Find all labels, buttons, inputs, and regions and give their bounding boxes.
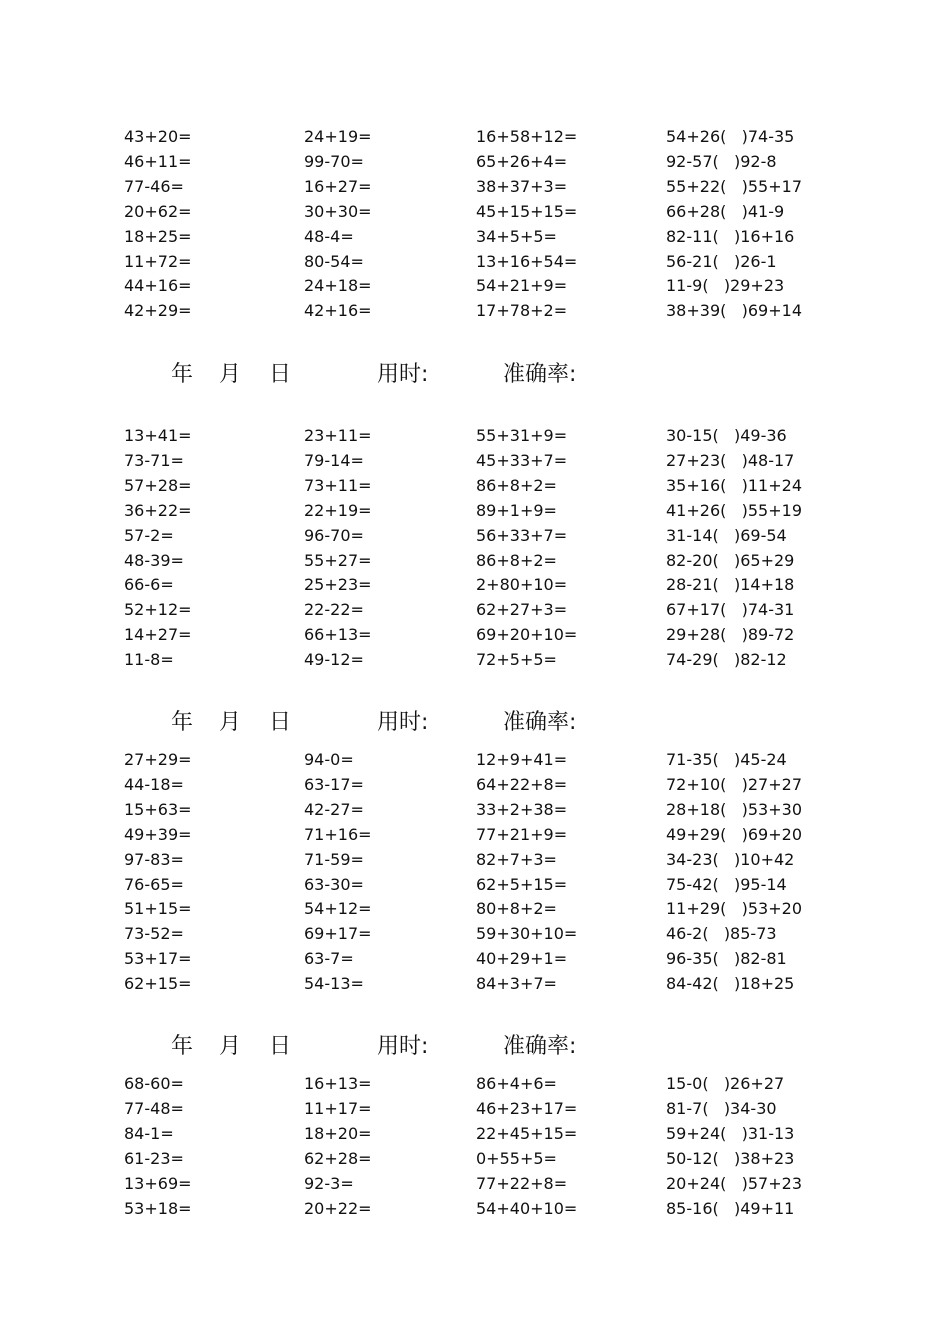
arithmetic-problem: 66-6= xyxy=(124,575,174,595)
arithmetic-problem: 25+23= xyxy=(304,575,372,595)
exercise-row xyxy=(0,650,950,675)
arithmetic-problem: 42+16= xyxy=(304,301,372,321)
arithmetic-problem: 77+21+9= xyxy=(476,824,568,844)
arithmetic-problem: 73-52= xyxy=(124,924,184,944)
arithmetic-problem: 11+72= xyxy=(124,251,192,271)
arithmetic-problem: 72+5+5= xyxy=(476,650,557,670)
exercise-row xyxy=(0,775,950,800)
arithmetic-problem: 82+7+3= xyxy=(476,849,557,869)
exercise-row xyxy=(0,800,950,825)
exercise-row xyxy=(0,850,950,875)
exercise-row xyxy=(0,825,950,850)
arithmetic-problem: 42-27= xyxy=(304,799,364,819)
time-used-label: 用时: xyxy=(377,362,429,387)
arithmetic-problem: 71-59= xyxy=(304,849,364,869)
arithmetic-problem: 99-70= xyxy=(304,151,364,171)
exercise-row xyxy=(0,252,950,277)
arithmetic-problem: 23+11= xyxy=(304,426,372,445)
arithmetic-problem: 80+8+2= xyxy=(476,899,557,919)
exercise-row xyxy=(0,575,950,600)
month-label: 月 xyxy=(219,362,242,387)
arithmetic-problem: 53+17= xyxy=(124,949,192,969)
exercise-row xyxy=(0,949,950,974)
arithmetic-problem: 69+20+10= xyxy=(476,625,578,645)
year-label: 年 xyxy=(171,362,194,387)
accuracy-label: 准确率: xyxy=(503,362,577,387)
arithmetic-problem: 63-30= xyxy=(304,874,364,894)
exercise-row xyxy=(0,127,950,152)
exercise-row xyxy=(0,875,950,900)
exercise-row xyxy=(0,974,950,999)
arithmetic-problem: 77+22+8= xyxy=(476,1173,568,1193)
arithmetic-problem: 76-65= xyxy=(124,874,184,894)
arithmetic-problem: 49+39= xyxy=(124,824,192,844)
comparison-problem: 81-7( )34-30 xyxy=(666,1098,777,1118)
arithmetic-problem: 34+5+5= xyxy=(476,226,557,246)
arithmetic-problem: 22-22= xyxy=(304,600,364,620)
arithmetic-problem: 17+78+2= xyxy=(476,301,568,321)
arithmetic-problem: 55+27= xyxy=(304,550,372,570)
exercise-row xyxy=(0,1199,950,1224)
exercise-row xyxy=(0,227,950,252)
comparison-problem: 20+24( )57+23 xyxy=(666,1173,802,1193)
comparison-problem: 66+28( )41-9 xyxy=(666,201,785,221)
comparison-problem: 96-35( )82-81 xyxy=(666,949,787,969)
arithmetic-problem: 27+29= xyxy=(124,750,192,769)
arithmetic-problem: 11-8= xyxy=(124,650,174,670)
arithmetic-problem: 45+15+15= xyxy=(476,201,578,221)
arithmetic-problem: 69+17= xyxy=(304,924,372,944)
arithmetic-problem: 62+5+15= xyxy=(476,874,568,894)
arithmetic-problem: 86+4+6= xyxy=(476,1074,557,1093)
arithmetic-problem: 22+19= xyxy=(304,500,372,520)
arithmetic-problem: 15+63= xyxy=(124,799,192,819)
accuracy-label: 准确率: xyxy=(503,710,577,735)
arithmetic-problem: 73+11= xyxy=(304,475,372,495)
arithmetic-problem: 42+29= xyxy=(124,301,192,321)
exercise-row xyxy=(0,551,950,576)
arithmetic-problem: 2+80+10= xyxy=(476,575,568,595)
arithmetic-problem: 89+1+9= xyxy=(476,500,557,520)
comparison-problem: 35+16( )11+24 xyxy=(666,475,802,495)
arithmetic-problem: 80-54= xyxy=(304,251,364,271)
arithmetic-problem: 48-4= xyxy=(304,226,354,246)
comparison-problem: 84-42( )18+25 xyxy=(666,974,795,994)
comparison-problem: 56-21( )26-1 xyxy=(666,251,777,271)
exercise-row xyxy=(0,625,950,650)
arithmetic-problem: 57-2= xyxy=(124,525,174,545)
arithmetic-problem: 73-71= xyxy=(124,450,184,470)
arithmetic-problem: 77-48= xyxy=(124,1098,184,1118)
exercise-row xyxy=(0,501,950,526)
arithmetic-problem: 62+15= xyxy=(124,974,192,994)
arithmetic-problem: 16+27= xyxy=(304,176,372,196)
comparison-problem: 72+10( )27+27 xyxy=(666,774,802,794)
exercise-row xyxy=(0,152,950,177)
worksheet-header-2 xyxy=(0,709,950,739)
exercise-row xyxy=(0,426,950,451)
worksheet-header-1 xyxy=(0,361,950,391)
year-label: 年 xyxy=(171,1034,194,1059)
arithmetic-problem: 36+22= xyxy=(124,500,192,520)
comparison-problem: 34-23( )10+42 xyxy=(666,849,795,869)
arithmetic-problem: 59+30+10= xyxy=(476,924,578,944)
arithmetic-problem: 86+8+2= xyxy=(476,550,557,570)
exercise-row xyxy=(0,1099,950,1124)
day-label: 日 xyxy=(269,1034,292,1059)
arithmetic-problem: 55+31+9= xyxy=(476,426,568,445)
arithmetic-problem: 20+62= xyxy=(124,201,192,221)
arithmetic-problem: 63-7= xyxy=(304,949,354,969)
arithmetic-problem: 79-14= xyxy=(304,450,364,470)
comparison-problem: 67+17( )74-31 xyxy=(666,600,795,620)
arithmetic-problem: 53+18= xyxy=(124,1198,192,1218)
arithmetic-problem: 49-12= xyxy=(304,650,364,670)
arithmetic-problem: 57+28= xyxy=(124,475,192,495)
arithmetic-problem: 14+27= xyxy=(124,625,192,645)
arithmetic-problem: 38+37+3= xyxy=(476,176,568,196)
arithmetic-problem: 96-70= xyxy=(304,525,364,545)
exercise-row xyxy=(0,600,950,625)
arithmetic-problem: 45+33+7= xyxy=(476,450,568,470)
arithmetic-problem: 16+13= xyxy=(304,1074,372,1093)
comparison-problem: 75-42( )95-14 xyxy=(666,874,787,894)
arithmetic-problem: 62+28= xyxy=(304,1148,372,1168)
month-label: 月 xyxy=(219,710,242,735)
arithmetic-problem: 62+27+3= xyxy=(476,600,568,620)
exercise-row xyxy=(0,750,950,775)
arithmetic-problem: 77-46= xyxy=(124,176,184,196)
arithmetic-problem: 33+2+38= xyxy=(476,799,568,819)
accuracy-label: 准确率: xyxy=(503,1034,577,1059)
arithmetic-problem: 24+19= xyxy=(304,127,372,146)
comparison-problem: 11+29( )53+20 xyxy=(666,899,802,919)
comparison-problem: 38+39( )69+14 xyxy=(666,301,802,321)
arithmetic-problem: 92-3= xyxy=(304,1173,354,1193)
arithmetic-problem: 66+13= xyxy=(304,625,372,645)
arithmetic-problem: 46+23+17= xyxy=(476,1098,578,1118)
exercise-row xyxy=(0,924,950,949)
arithmetic-problem: 20+22= xyxy=(304,1198,372,1218)
arithmetic-problem: 30+30= xyxy=(304,201,372,221)
arithmetic-problem: 54-13= xyxy=(304,974,364,994)
arithmetic-problem: 43+20= xyxy=(124,127,192,146)
arithmetic-problem: 71+16= xyxy=(304,824,372,844)
comparison-problem: 50-12( )38+23 xyxy=(666,1148,795,1168)
comparison-problem: 55+22( )55+17 xyxy=(666,176,802,196)
arithmetic-problem: 18+20= xyxy=(304,1123,372,1143)
comparison-problem: 29+28( )89-72 xyxy=(666,625,795,645)
comparison-problem: 74-29( )82-12 xyxy=(666,650,787,670)
arithmetic-problem: 63-17= xyxy=(304,774,364,794)
arithmetic-problem: 54+21+9= xyxy=(476,276,568,296)
arithmetic-problem: 84+3+7= xyxy=(476,974,557,994)
exercise-row xyxy=(0,899,950,924)
arithmetic-problem: 40+29+1= xyxy=(476,949,568,969)
exercise-row xyxy=(0,177,950,202)
exercise-row xyxy=(0,451,950,476)
worksheet-header-3 xyxy=(0,1033,950,1063)
arithmetic-problem: 52+12= xyxy=(124,600,192,620)
arithmetic-problem: 48-39= xyxy=(124,550,184,570)
comparison-problem: 11-9( )29+23 xyxy=(666,276,785,296)
comparison-problem: 30-15( )49-36 xyxy=(666,426,787,445)
arithmetic-problem: 18+25= xyxy=(124,226,192,246)
arithmetic-problem: 13+16+54= xyxy=(476,251,578,271)
comparison-problem: 82-11( )16+16 xyxy=(666,226,795,246)
comparison-problem: 85-16( )49+11 xyxy=(666,1198,795,1218)
comparison-problem: 31-14( )69-54 xyxy=(666,525,787,545)
day-label: 日 xyxy=(269,710,292,735)
comparison-problem: 82-20( )65+29 xyxy=(666,550,795,570)
comparison-problem: 27+23( )48-17 xyxy=(666,450,795,470)
exercise-row xyxy=(0,476,950,501)
arithmetic-problem: 12+9+41= xyxy=(476,750,568,769)
arithmetic-problem: 0+55+5= xyxy=(476,1148,557,1168)
arithmetic-problem: 68-60= xyxy=(124,1074,184,1093)
exercise-row xyxy=(0,1149,950,1174)
exercise-row xyxy=(0,202,950,227)
arithmetic-problem: 16+58+12= xyxy=(476,127,578,146)
exercise-row xyxy=(0,301,950,326)
arithmetic-problem: 54+40+10= xyxy=(476,1198,578,1218)
comparison-problem: 92-57( )92-8 xyxy=(666,151,777,171)
arithmetic-problem: 84-1= xyxy=(124,1123,174,1143)
comparison-problem: 28-21( )14+18 xyxy=(666,575,795,595)
arithmetic-problem: 86+8+2= xyxy=(476,475,557,495)
arithmetic-problem: 44-18= xyxy=(124,774,184,794)
comparison-problem: 49+29( )69+20 xyxy=(666,824,802,844)
arithmetic-problem: 44+16= xyxy=(124,276,192,296)
day-label: 日 xyxy=(269,362,292,387)
arithmetic-problem: 46+11= xyxy=(124,151,192,171)
exercise-row xyxy=(0,526,950,551)
arithmetic-problem: 56+33+7= xyxy=(476,525,568,545)
comparison-problem: 71-35( )45-24 xyxy=(666,750,787,769)
arithmetic-problem: 65+26+4= xyxy=(476,151,568,171)
arithmetic-problem: 97-83= xyxy=(124,849,184,869)
arithmetic-problem: 51+15= xyxy=(124,899,192,919)
comparison-problem: 15-0( )26+27 xyxy=(666,1074,785,1093)
comparison-problem: 46-2( )85-73 xyxy=(666,924,777,944)
exercise-row xyxy=(0,276,950,301)
comparison-problem: 59+24( )31-13 xyxy=(666,1123,795,1143)
arithmetic-problem: 24+18= xyxy=(304,276,372,296)
exercise-row xyxy=(0,1124,950,1149)
comparison-problem: 41+26( )55+19 xyxy=(666,500,802,520)
arithmetic-problem: 22+45+15= xyxy=(476,1123,578,1143)
arithmetic-problem: 94-0= xyxy=(304,750,354,769)
exercise-row xyxy=(0,1174,950,1199)
time-used-label: 用时: xyxy=(377,1034,429,1059)
year-label: 年 xyxy=(171,710,194,735)
arithmetic-problem: 13+69= xyxy=(124,1173,192,1193)
arithmetic-problem: 11+17= xyxy=(304,1098,372,1118)
arithmetic-problem: 13+41= xyxy=(124,426,192,445)
month-label: 月 xyxy=(219,1034,242,1059)
comparison-problem: 28+18( )53+30 xyxy=(666,799,802,819)
arithmetic-problem: 54+12= xyxy=(304,899,372,919)
arithmetic-problem: 61-23= xyxy=(124,1148,184,1168)
comparison-problem: 54+26( )74-35 xyxy=(666,127,795,146)
time-used-label: 用时: xyxy=(377,710,429,735)
arithmetic-problem: 64+22+8= xyxy=(476,774,568,794)
exercise-row xyxy=(0,1074,950,1099)
